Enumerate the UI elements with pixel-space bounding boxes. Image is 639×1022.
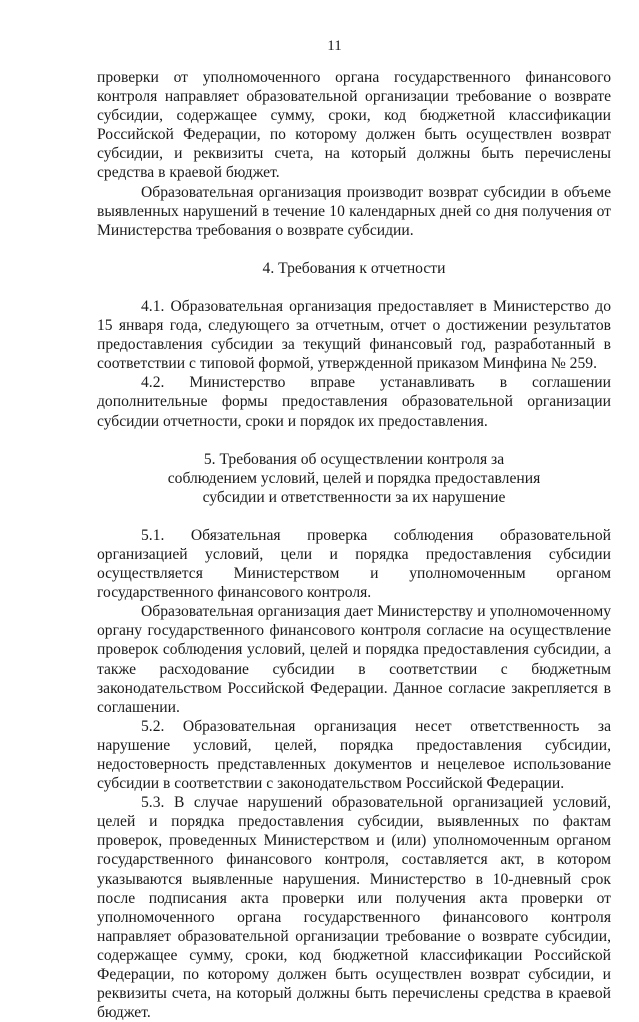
paragraph-4-2: 4.2. Министерство вправе устанавливать в соглашении дополнительные формы предоставления образовательной организации субсидии отчетности, сроки и порядок их предоставления.: [97, 374, 611, 430]
paragraph-5-1: 5.1. Обязательная проверка соблюдения образовательной организацией условий, цели и порядка предоставления субсидии осуществляется Министерством и уполномоченным органом государственного финансового контроля.: [97, 526, 611, 602]
paragraph-refund: Образовательная организация производит возврат субсидии в объеме выявленных нарушений в течение 10 календарных дней со дня получения от Министерства требования о возврате субсидии.: [97, 183, 611, 239]
section-heading-5-line-2: соблюдением условий, целей и порядка предоставления: [167, 469, 541, 487]
paragraph-5-3: 5.3. В случае нарушений образовательной организацией условий, целей и порядка предоставления субсидии, выявленных по фактам проверок, проведенных Министерством и (или) уполномоченным органом государственного финансового контроля, составляется акт, в котором указываются выявленные нарушения. Министерство в 10-дневный срок после подписания акта проверки или получения акта проверки от уполномоченного органа государственного финансового контроля направляет образовательной организации требование о возврате субсидии, содержащее сумму, сроки, код бюджетной классификации Российской Федерации, по которому должен быть осуществлен возврат субсидии, и реквизиты счета, на который должны быть перечислены средства в краевой бюджет.: [97, 794, 611, 1022]
section-heading-5-line-1: 5. Требования об осуществлении контроля за: [203, 450, 505, 468]
section-heading-4: 4. Требования к отчетности: [262, 259, 446, 277]
paragraph-continuation: проверки от уполномоченного органа государственного финансового контроля направляет образовательной организации требование о возврате субсидии, содержащее сумму, сроки, код бюджетной классификации Российской Федерации, по которому должен быть осуществлен возврат субсидии, и реквизиты счета, на который должны быть перечислены средства в краевой бюджет.: [97, 69, 611, 182]
paragraph-4-1: 4.1. Образовательная организация предоставляет в Министерство до 15 января года, следующего за отчетным, отчет о достижении результатов предоставления субсидии за текущий финансовый год, разработанный в соответствии с типовой формой, утвержденной приказом Минфина № 259.: [97, 297, 611, 373]
paragraph-5-1-consent: Образовательная организация дает Министерству и уполномоченному органу государственного финансового контроля согласие на осуществление проверок соблюдения условий, целей и порядка предоставления субсидии, а также расходование субсидии в соответствии с бюджетным законодательством Российской Федерации. Данное согласие закрепляется в соглашении.: [97, 603, 611, 716]
paragraph-5-2: 5.2. Образовательная организация несет ответственность за нарушение условий, целей, порядка предоставления субсидии, недостоверность представленных документов и нецелевое использование субсидии в соответствии с законодательством Российской Федерации.: [97, 717, 611, 793]
section-heading-5-line-3: субсидии и ответственности за их нарушение: [202, 488, 506, 506]
page-number: 11: [327, 38, 342, 54]
section-heading-5: [97, 450, 611, 507]
document-body: [97, 68, 611, 1022]
